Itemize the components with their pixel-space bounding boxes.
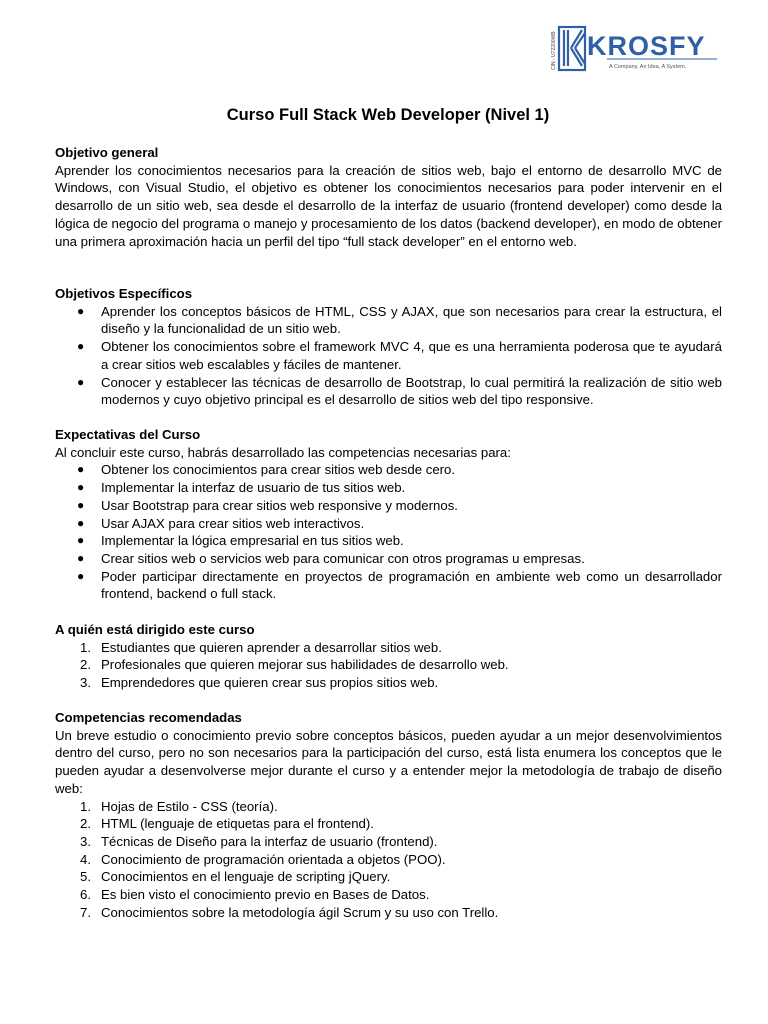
bullet-icon: ● (77, 515, 85, 530)
list-item: ● Implementar la interfaz de usuario de tus sitios web. (77, 480, 406, 496)
list-number: 2. (80, 816, 91, 832)
krosfy-logo-icon (547, 24, 722, 76)
list-item: ● Usar Bootstrap para crear sitios web responsive y modernos. (77, 497, 458, 513)
section-objetivo-general (55, 144, 722, 250)
list-number: 1. (80, 798, 91, 814)
bullet-icon: ● (77, 303, 85, 318)
list-item: ● Obtener los conocimientos para crear sitios web desde cero. (77, 462, 456, 478)
list-number: 3. (80, 833, 91, 849)
list-item: ● Poder participar directamente en proyectos de programación en ambiente web como un desarrollador frontend, backend o full stack. (77, 568, 722, 602)
list-item: ● Crear sitios web o servicios web para comunicar con otros programas u empresas. (77, 550, 585, 566)
list-item: 2. Profesionales que quieren mejorar sus habilidades de desarrollo web. (55, 656, 722, 674)
list-item: ● Obtener los conocimientos sobre el framework MVC 4, que es una herramienta poderosa que te ayudará a crear sitios web escalables y fáciles de mantener. (77, 339, 722, 372)
numbered-list (55, 639, 722, 692)
bullet-icon: ● (77, 568, 85, 583)
list-number: 6. (80, 887, 91, 903)
section-heading: Competencias recomendadas (55, 710, 242, 725)
bullet-list (55, 303, 722, 409)
bullet-icon: ● (77, 462, 85, 477)
bullet-icon: ● (77, 497, 85, 512)
section-heading: Expectativas del Curso (55, 427, 201, 442)
list-number: 5. (80, 869, 91, 885)
list-item: 6. Es bien visto el conocimiento previo en Bases de Datos. (55, 886, 722, 904)
paragraph: Aprender los conocimientos necesarios para la creación de sitios web, bajo el entorno de desarrollo MVC de Windows, con Visual Studio, el objetivo es obtener los conocimientos necesarios para poder intervenir en el desarrollo de un sitio web, sea desde el desarrollo de la interfaz de usuario (frontend developer) como desde la lógica de negocio del programa o manejo y procesamiento de los datos (backend developer), en modo de obtener una primera aproximación hacia un perfil del tipo “full stack developer” en el entorno web. (55, 162, 722, 249)
bullet-icon: ● (77, 533, 85, 548)
list-item: 3. Emprendedores que quieren crear sus propios sitios web. (55, 674, 722, 692)
bullet-icon: ● (77, 480, 85, 495)
section-competencias (55, 709, 722, 921)
paragraph: Al concluir este curso, habrás desarrollado las competencias necesarias para: (55, 444, 511, 460)
paragraph: Un breve estudio o conocimiento previo sobre conceptos básicos, pueden ayudar a un mejor desenvolvimientos dentro del curso, pero no son necesarios para la participación del curso, está lista enumera los conceptos que le pueden ayudar a desenvolverse mejor durante el curso y a entender mejor la metodología de trabajo de diseño web: (55, 727, 722, 796)
list-number: 2. (80, 657, 91, 673)
list-item: 4. Conocimiento de programación orientada a objetos (POO). (55, 851, 722, 869)
list-item: 5. Conocimientos en el lenguaje de scripting jQuery. (55, 868, 722, 886)
list-item: 3. Técnicas de Diseño para la interfaz de usuario (frontend). (55, 833, 722, 851)
list-item: 1. Estudiantes que quieren aprender a desarrollar sitios web. (55, 639, 722, 657)
document-title: Curso Full Stack Web Developer (Nivel 1) (226, 106, 550, 124)
list-item: 2. HTML (lenguaje de etiquetas para el frontend). (55, 815, 722, 833)
list-number: 3. (80, 675, 91, 691)
list-number: 7. (80, 904, 91, 920)
list-item: 7. Conocimientos sobre la metodología ágil Scrum y su uso con Trello. (55, 904, 722, 922)
list-item: ● Aprender los conceptos básicos de HTML, CSS y AJAX, que son necesarios para crear la estructura, el diseño y la funcionalidad de un sitio web. (77, 303, 722, 337)
list-number: 4. (80, 851, 91, 867)
section-expectativas (55, 426, 722, 603)
bullet-icon: ● (77, 339, 85, 354)
numbered-list (55, 798, 722, 922)
logo-side-text: CIN - U72200WB (551, 31, 557, 70)
section-heading: Objetivos Específicos (55, 286, 193, 301)
company-logo (547, 24, 722, 76)
list-item: ● Implementar la lógica empresarial en tus sitios web. (77, 533, 404, 549)
bullet-list (55, 461, 722, 603)
logo-tagline: A Company, An Idea, A System. (609, 64, 687, 70)
section-dirigido (55, 621, 722, 692)
list-item: ● Usar AJAX para crear sitios web interactivos. (77, 515, 365, 531)
section-heading: A quién está dirigido este curso (55, 622, 255, 637)
bullet-icon: ● (77, 374, 85, 389)
list-number: 1. (80, 639, 91, 655)
section-objetivos-especificos (55, 285, 722, 409)
bullet-icon: ● (77, 550, 85, 565)
list-item: ● Conocer y establecer las técnicas de desarrollo de Bootstrap, lo cual permitirá la realización de sitio web modernos y cuyo objetivo principal es el desarrollo de sitios web del tipo responsive. (77, 374, 722, 408)
list-item: 1. Hojas de Estilo - CSS (teoría). (55, 798, 722, 816)
section-heading: Objetivo general (55, 145, 159, 160)
logo-wordmark: KROSFY (587, 31, 706, 61)
